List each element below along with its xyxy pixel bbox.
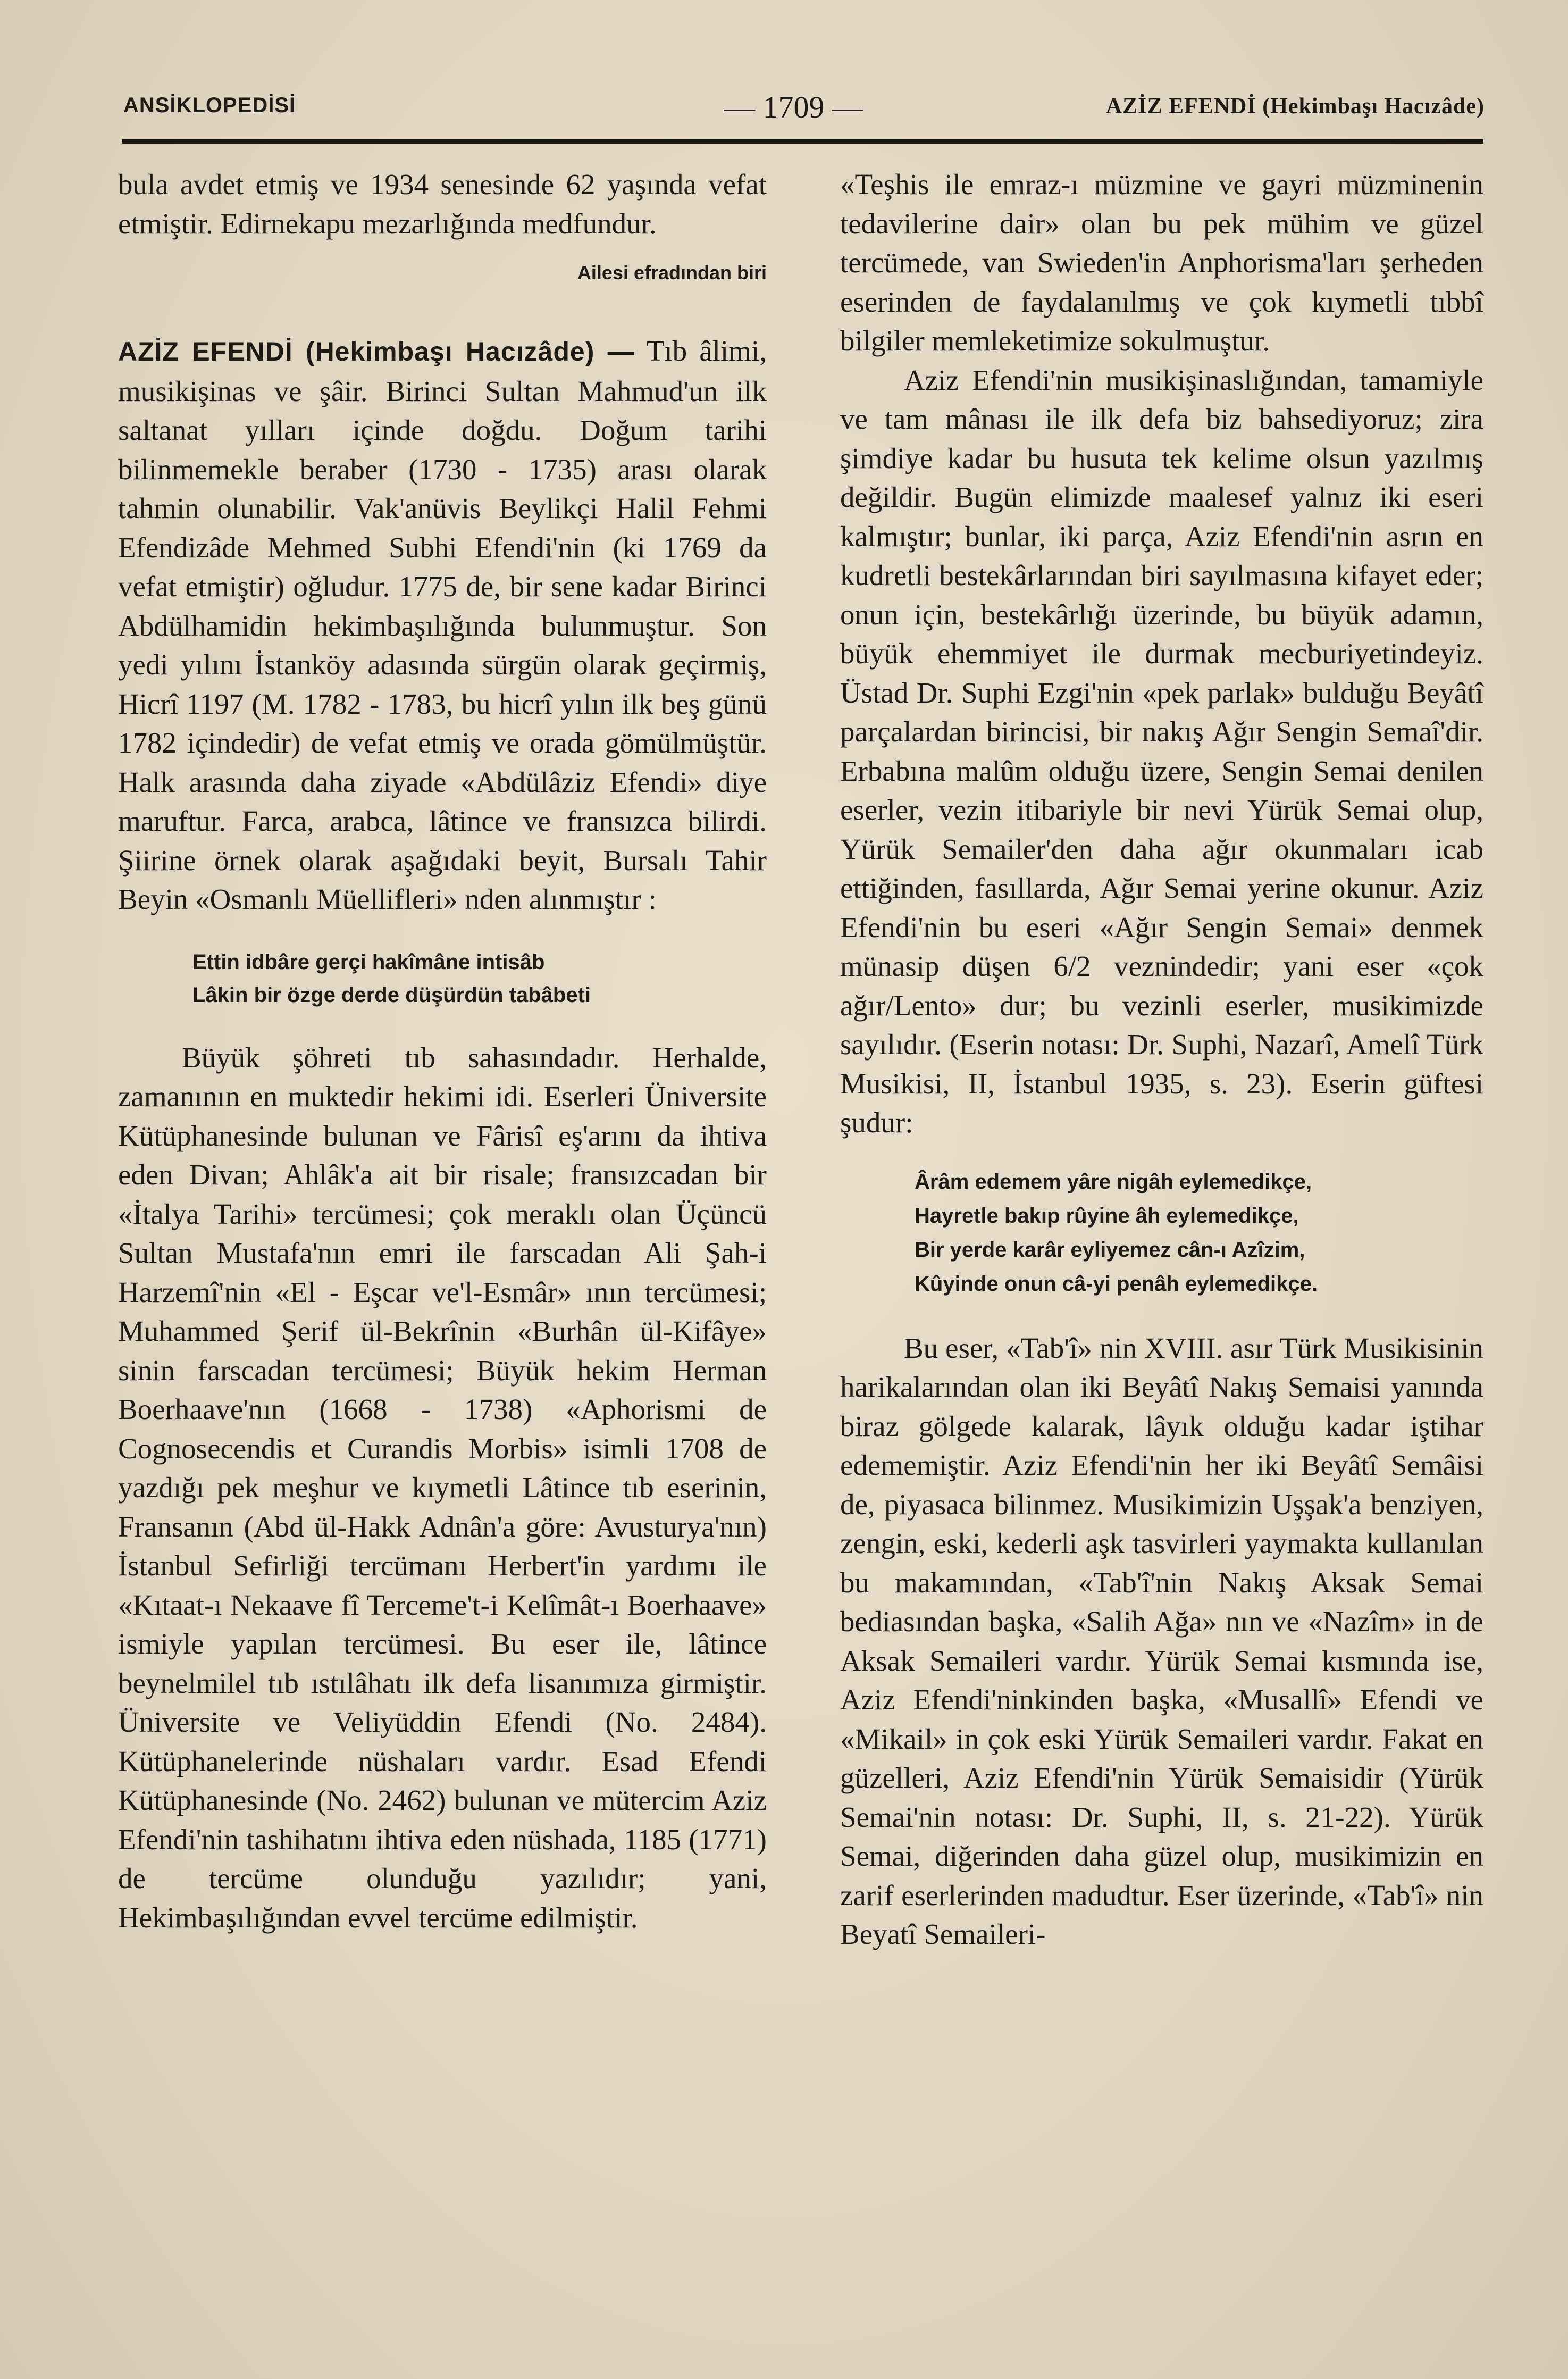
header-left: ANSİKLOPEDİSİ <box>123 94 296 117</box>
entry-body: Tıb âlimi, musikişinas ve şâir. Birinci Sultan Mahmud'un ilk saltanat yılları içinde doğdu. Doğum tarihi bilinmemekle beraber (1730 - 1735) arası olarak tahmin olunabilir. Vak'anüvis Beylikçi Halil Fehmi Efendizâde Mehmed Subhi Efendi'nin (ki 1769 da vefat etmiştir) oğludur. 1775 de, bir sene kadar Birinci Abdülhamidin hekimbaşılığında bulunmuştur. Son yedi yılını İstanköy adasında sürgün olarak geçirmiş, Hicrî 1197 (M. 1782 - 1783, bu hicrî yılın ilk beş günü 1782 içindedir) de vefat etmiş ve orada gömülmüştür. Halk arasında daha ziyade «Abdülâziz Efendi» diye maruftur. Farca, arabca, lâtince ve fransızca bilirdi. Şiirine örnek olarak aşağıdaki beyit, Bursalı Tahir Beyin «Osmanlı Müellifleri» nden alınmıştır : <box>118 335 767 915</box>
verse-line: Kûyinde onun câ-yi penâh eylemedikçe. <box>915 1272 1318 1296</box>
entry-title: AZİZ EFENDİ (Hekimbaşı Hacızâde) — <box>118 337 635 366</box>
right-column <box>840 165 1483 1954</box>
page-number: — 1709 — <box>724 90 863 124</box>
paragraph: Büyük şöhreti tıb sahasındadır. Herhalde, zamanının en muktedir hekimi idi. Eserleri Üniversite Kütüphanesinde bulunan ve Fârisî eş'arını da ihtiva eden Divan; Ahlâk'a ait bir risale; fransızcadan bir «İtalya Tarihi» tercümesi; çok meraklı olan Üçüncü Sultan Mustafa'nın emri ile farscadan Ali Şah-i Harzemî'nin «El - Eşcar ve'l-Esmâr» ının tercümesi; Muhammed Şerif ül-Bekrînin «Burhân ül-Kifâye» sinin farscadan tercümesi; Büyük hekim Herman Boerhaave'nın (1668 - 1738) «Aphorismi de Cognosecendis et Curandis Morbis» isimli 1708 de yazdığı pek meşhur ve kıymetli Lâtince tıb eserinin, Fransanın (Abd ül-Hakk Adnân'a göre: Avusturya'nın) İstanbul Sefirliği tercümanı Herbert'in yardımı ile «Kıtaat-ı Nekaave fî Terceme't-i Kelîmât-ı Boerhaave» ismiyle yapılan tercümesi. Bu eser ile, lâtince beynelmilel tıb ıstılâhatı ilk defa lisanımıza girmiştir. Üniversite ve Veliyüddin Efendi (No. 2484). Kütüphanelerinde nüshaları vardır. Esad Efendi Kütüphanesinde (No. 2462) bulunan ve mütercim Aziz Efendi'nin tashihatını ihtiva eden nüshada, 1185 (1771) de tercüme olunduğu yazılıdır; yani, Hekimbaşılığından evvel tercüme edilmiştir. <box>118 1041 767 1934</box>
verse-line: Ârâm edemem yâre nigâh eylemedikçe, <box>915 1170 1312 1193</box>
header-rule <box>122 139 1483 144</box>
verse-line: Lâkin bir özge derde düşürdün tabâbeti <box>192 983 591 1007</box>
signature: Ailesi efradından biri <box>577 262 767 283</box>
verse-line: Hayretle bakıp rûyine âh eylemedikçe, <box>915 1204 1299 1228</box>
header-right: AZİZ EFENDİ (Hekimbaşı Hacızâde) <box>1105 94 1485 119</box>
paragraph: bula avdet etmiş ve 1934 senesinde 62 yaşında vefat etmiştir. Edirnekapu mezarlığında medfundur. <box>118 168 767 240</box>
verse-block <box>915 1165 1483 1301</box>
left-column <box>118 165 767 1937</box>
verse-line: Bir yerde karâr eyliyemez cân-ı Azîzim, <box>915 1238 1305 1262</box>
paragraph: Aziz Efendi'nin musikişinaslığından, tamamiyle ve tam mânası ile ilk defa biz bahsediyoruz; zira şimdiye kadar bu husuta tek kelime olsun yazılmış değildir. Bugün elimizde maalesef yalnız iki eseri kalmıştır; bunlar, iki parça, Aziz Efendi'nin asrın en kudretli bestekârlarından biri sayılmasına kifayet eder; onun için, bestekârlığı üzerinde, bu büyük adamın, büyük ehemmiyet ile durmak mecburiyetindeyiz. Üstad Dr. Suphi Ezgi'nin «pek parlak» bulduğu Beyâtî parçalardan birincisi, bir nakış Ağır Sengin Semaî'dir. Erbabına malûm olduğu üzere, Sengin Semai denilen eserler, vezin itibariyle bir nevi Yürük Semai olup, Yürük Semailer'den daha ağır okunmaları icab ettiğinden, fasıllarda, Ağır Semai yerine okunur. Aziz Efendi'nin bu eseri «Ağır Sengin Semai» denmek münasip düşen 6/2 veznindedir; yani eser «çok ağır/Lento» dur; bu vezinli eserler, musikimizde sayılıdır. (Eserin notası: Dr. Suphi, Nazarî, Amelî Türk Musikisi, II, İstanbul 1935, s. 23). Eserin güftesi şudur: <box>840 363 1483 1139</box>
entry-paragraph <box>118 331 767 919</box>
running-header <box>123 89 1485 124</box>
verse-block <box>192 946 767 1012</box>
verse-line: Ettin idbâre gerçi hakîmâne intisâb <box>192 950 545 974</box>
paragraph: Bu eser, «Tab'î» nin XVIII. asır Türk Musikisinin harikalarından olan iki Beyâtî Nakış Semaisi yanında biraz gölgede kalarak, lâyık olduğu kadar iştihar edememiştir. Aziz Efendi'nin her iki Beyâtî Semâisi de, piyasaca bilinmez. Musikimizin Uşşak'a benziyen, zengin, eski, kederli aşk tasvirleri yaymakta kullanılan bu makamından, «Tab'î'nin Nakış Aksak Semai bediasından başka, «Salih Ağa» nın ve «Nazîm» in de Aksak Semaileri vardır. Yürük Semai kısmında ise, Aziz Efendi'ninkinden başka, «Musallî» Efendi ve «Mikail» in çok eski Yürük Semaileri vardır. Fakat en güzelleri, Aziz Efendi'nin Yürük Semaisidir (Yürük Semai'nin notası: Dr. Suphi, II, s. 21-22). Yürük Semai, diğerinden daha güzel olup, musikimizin en zarif eserlerinden madudtur. Eser üzerinde, «Tab'î» nin Beyatî Semaileri- <box>840 1331 1483 1950</box>
paragraph: «Teşhis ile emraz-ı müzmine ve gayri müzminenin tedavilerine dair» olan bu pek mühim ve güzel tercümede, van Swieden'in Anphorisma'ları şerheden eserinden de faydalanılmış ve çok kıymetli tıbbî bilgiler memleketimize sokulmuştur. <box>840 168 1483 357</box>
